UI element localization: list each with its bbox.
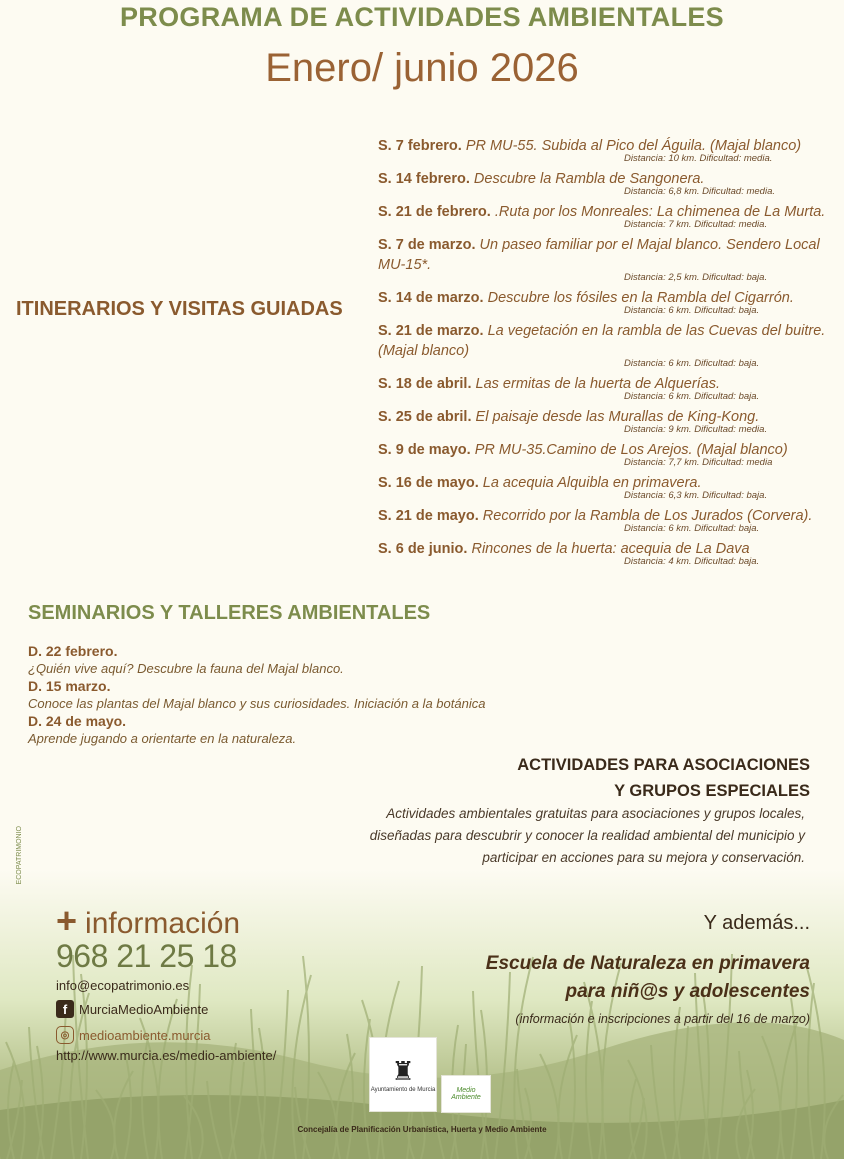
ayuntamiento-logo — [369, 1037, 437, 1112]
itinerary-date: S. 21 de mayo. — [378, 508, 479, 524]
itinerary-title-line — [378, 506, 840, 526]
plus-icon: + — [56, 900, 78, 941]
email-text: info@ecopatrimonio.es — [56, 978, 190, 993]
itinerary-date: S. 25 de abril. — [378, 409, 472, 425]
instagram-text: medioambiente.murcia — [79, 1027, 211, 1043]
itinerary-item — [378, 235, 840, 284]
seminar-item — [28, 712, 548, 747]
itinerary-date: S. 21 de febrero. — [378, 204, 491, 220]
itinerary-date: S. 9 de mayo. — [378, 442, 471, 458]
itinerary-item — [378, 506, 840, 535]
itinerary-title: PR MU-35.Camino de Los Arejos. (Majal blanco) — [470, 442, 788, 458]
itinerary-title: PR MU-55. Subida al Pico del Águila. (Majal blanco) — [461, 138, 802, 154]
itinerary-details: Distancia: 6 km. Dificultad: baja. — [624, 391, 760, 402]
website-link[interactable] — [56, 1048, 276, 1063]
medio-ambiente-logo — [441, 1075, 491, 1113]
escuela-line1: Escuela de Naturaleza en primavera — [485, 953, 810, 974]
itinerary-item — [378, 321, 840, 370]
website-text: http://www.murcia.es/medio-ambiente/ — [56, 1048, 277, 1063]
asociaciones-heading — [440, 752, 810, 804]
itinerary-details: Distancia: 6,3 km. Dificultad: baja. — [624, 490, 768, 501]
itinerary-item — [378, 539, 840, 568]
info-heading — [56, 900, 240, 942]
itinerary-item — [378, 374, 840, 403]
inscripciones-note: (información e inscripciones a partir del 16 de marzo) — [515, 1012, 810, 1026]
itinerary-date: S. 14 de marzo. — [378, 290, 484, 306]
itinerary-date: S. 7 de marzo. — [378, 237, 476, 253]
facebook-text: MurciaMedioAmbiente — [79, 1001, 209, 1017]
asociaciones-heading-line1: ACTIVIDADES PARA ASOCIACIONES — [517, 756, 810, 774]
itinerary-date: S. 18 de abril. — [378, 376, 472, 392]
itinerary-details: Distancia: 4 km. Dificultad: baja. — [624, 556, 760, 567]
itinerary-date: S. 21 de marzo. — [378, 323, 484, 339]
itinerary-item — [378, 407, 840, 436]
itinerary-date: S. 14 febrero. — [378, 171, 470, 187]
itinerary-item — [378, 169, 840, 198]
itinerary-item — [378, 136, 840, 165]
phone-number[interactable]: 968 21 25 18 — [56, 938, 237, 974]
instagram-link[interactable] — [56, 1026, 211, 1044]
itinerary-title: La acequia Alquibla en primavera. — [478, 475, 702, 491]
itinerary-title-line — [378, 235, 840, 275]
itinerary-title-line — [378, 321, 840, 361]
itinerary-item — [378, 440, 840, 469]
seminarios-heading: SEMINARIOS Y TALLERES AMBIENTALES — [28, 602, 431, 624]
asociaciones-heading-line2: Y GRUPOS ESPECIALES — [614, 782, 810, 800]
seminar-title: Aprende jugando a orientarte en la naturaleza. — [28, 731, 297, 746]
itinerary-title-line — [378, 288, 840, 308]
ademas-label: Y además... — [703, 912, 810, 934]
seminar-date: D. 15 marzo. — [28, 678, 111, 694]
seminar-title: Conoce las plantas del Majal blanco y sus curiosidades. Iniciación a la botánica — [28, 696, 486, 711]
ayuntamiento-text: Ayuntamiento de Murcia — [370, 1087, 436, 1093]
page-subtitle: Enero/ junio 2026 — [265, 46, 579, 90]
itinerary-title: .Ruta por los Monreales: La chimenea de La Murta. — [490, 204, 826, 220]
escuela-line2: para niñ@s y adolescentes — [565, 981, 810, 1002]
itinerary-title: Las ermitas de la huerta de Alquerías. — [471, 376, 721, 392]
itinerary-title: Recorrido por la Rambla de Los Jurados (Corvera). — [478, 508, 813, 524]
itinerarios-list — [378, 136, 840, 572]
medio-ambiente-text: Medio Ambiente — [451, 1087, 481, 1101]
itinerary-title: La vegetación en la rambla de las Cuevas del buitre. (Majal blanco) — [378, 323, 826, 359]
itinerary-details: Distancia: 6 km. Dificultad: baja. — [624, 358, 760, 369]
info-heading-text: información — [85, 907, 241, 940]
itinerary-item — [378, 473, 840, 502]
instagram-icon: ◎ — [56, 1026, 74, 1044]
itinerary-title: Descubre los fósiles en la Rambla del Cigarrón. — [483, 290, 794, 306]
asociaciones-text: Actividades ambientales gratuitas para asociaciones y grupos locales, diseñadas para descubrir y conocer la realidad ambiental del municipio y participar en acciones para su mejora y conservación. — [369, 806, 805, 865]
itinerary-item — [378, 288, 840, 317]
itinerary-title: Descubre la Rambla de Sangonera. — [469, 171, 705, 187]
itinerary-title: El paisaje desde las Murallas de King-Kong. — [471, 409, 760, 425]
itinerary-details: Distancia: 2,5 km. Dificultad: baja. — [624, 272, 768, 283]
itinerary-item — [378, 202, 840, 231]
itinerary-details: Distancia: 6,8 km. Dificultad: media. — [624, 186, 776, 197]
itinerary-title-line — [378, 202, 840, 222]
itinerary-details: Distancia: 7,7 km. Dificultad: media — [624, 457, 773, 468]
itinerary-date: S. 7 febrero. — [378, 138, 462, 154]
itinerary-date: S. 16 de mayo. — [378, 475, 479, 491]
page-title: PROGRAMA DE ACTIVIDADES AMBIENTALES — [119, 2, 724, 32]
itinerary-details: Distancia: 6 km. Dificultad: baja. — [624, 305, 760, 316]
itinerary-details: Distancia: 9 km. Dificultad: media. — [624, 424, 768, 435]
side-label: ECOPATRIMONIO — [16, 826, 23, 885]
itinerarios-heading: ITINERARIOS Y VISITAS GUIADAS — [16, 298, 343, 320]
concejalia-text: Concejalía de Planificación Urbanística, Huerta y Medio Ambiente — [297, 1125, 547, 1134]
facebook-icon: f — [56, 1000, 74, 1018]
email-link[interactable] — [56, 978, 189, 993]
seminar-date: D. 22 febrero. — [28, 643, 118, 659]
seminar-item — [28, 677, 548, 712]
seminarios-list — [28, 642, 548, 747]
seminar-title: ¿Quién vive aquí? Descubre la fauna del Majal blanco. — [28, 661, 344, 676]
facebook-link[interactable] — [56, 1000, 208, 1018]
itinerary-date: S. 6 de junio. — [378, 541, 468, 557]
itinerary-details: Distancia: 6 km. Dificultad: baja. — [624, 523, 760, 534]
itinerary-details: Distancia: 10 km. Dificultad: media. — [624, 153, 773, 164]
seminar-item — [28, 642, 548, 677]
seminar-date: D. 24 de mayo. — [28, 713, 127, 729]
itinerary-title: Un paseo familiar por el Majal blanco. Sendero Local MU-15*. — [378, 237, 820, 273]
itinerary-title: Rincones de la huerta: acequia de La Dava — [467, 541, 750, 557]
itinerary-details: Distancia: 7 km. Dificultad: media. — [624, 219, 768, 230]
castle-icon: ♜ — [391, 1056, 415, 1086]
escuela-heading — [486, 950, 810, 1006]
